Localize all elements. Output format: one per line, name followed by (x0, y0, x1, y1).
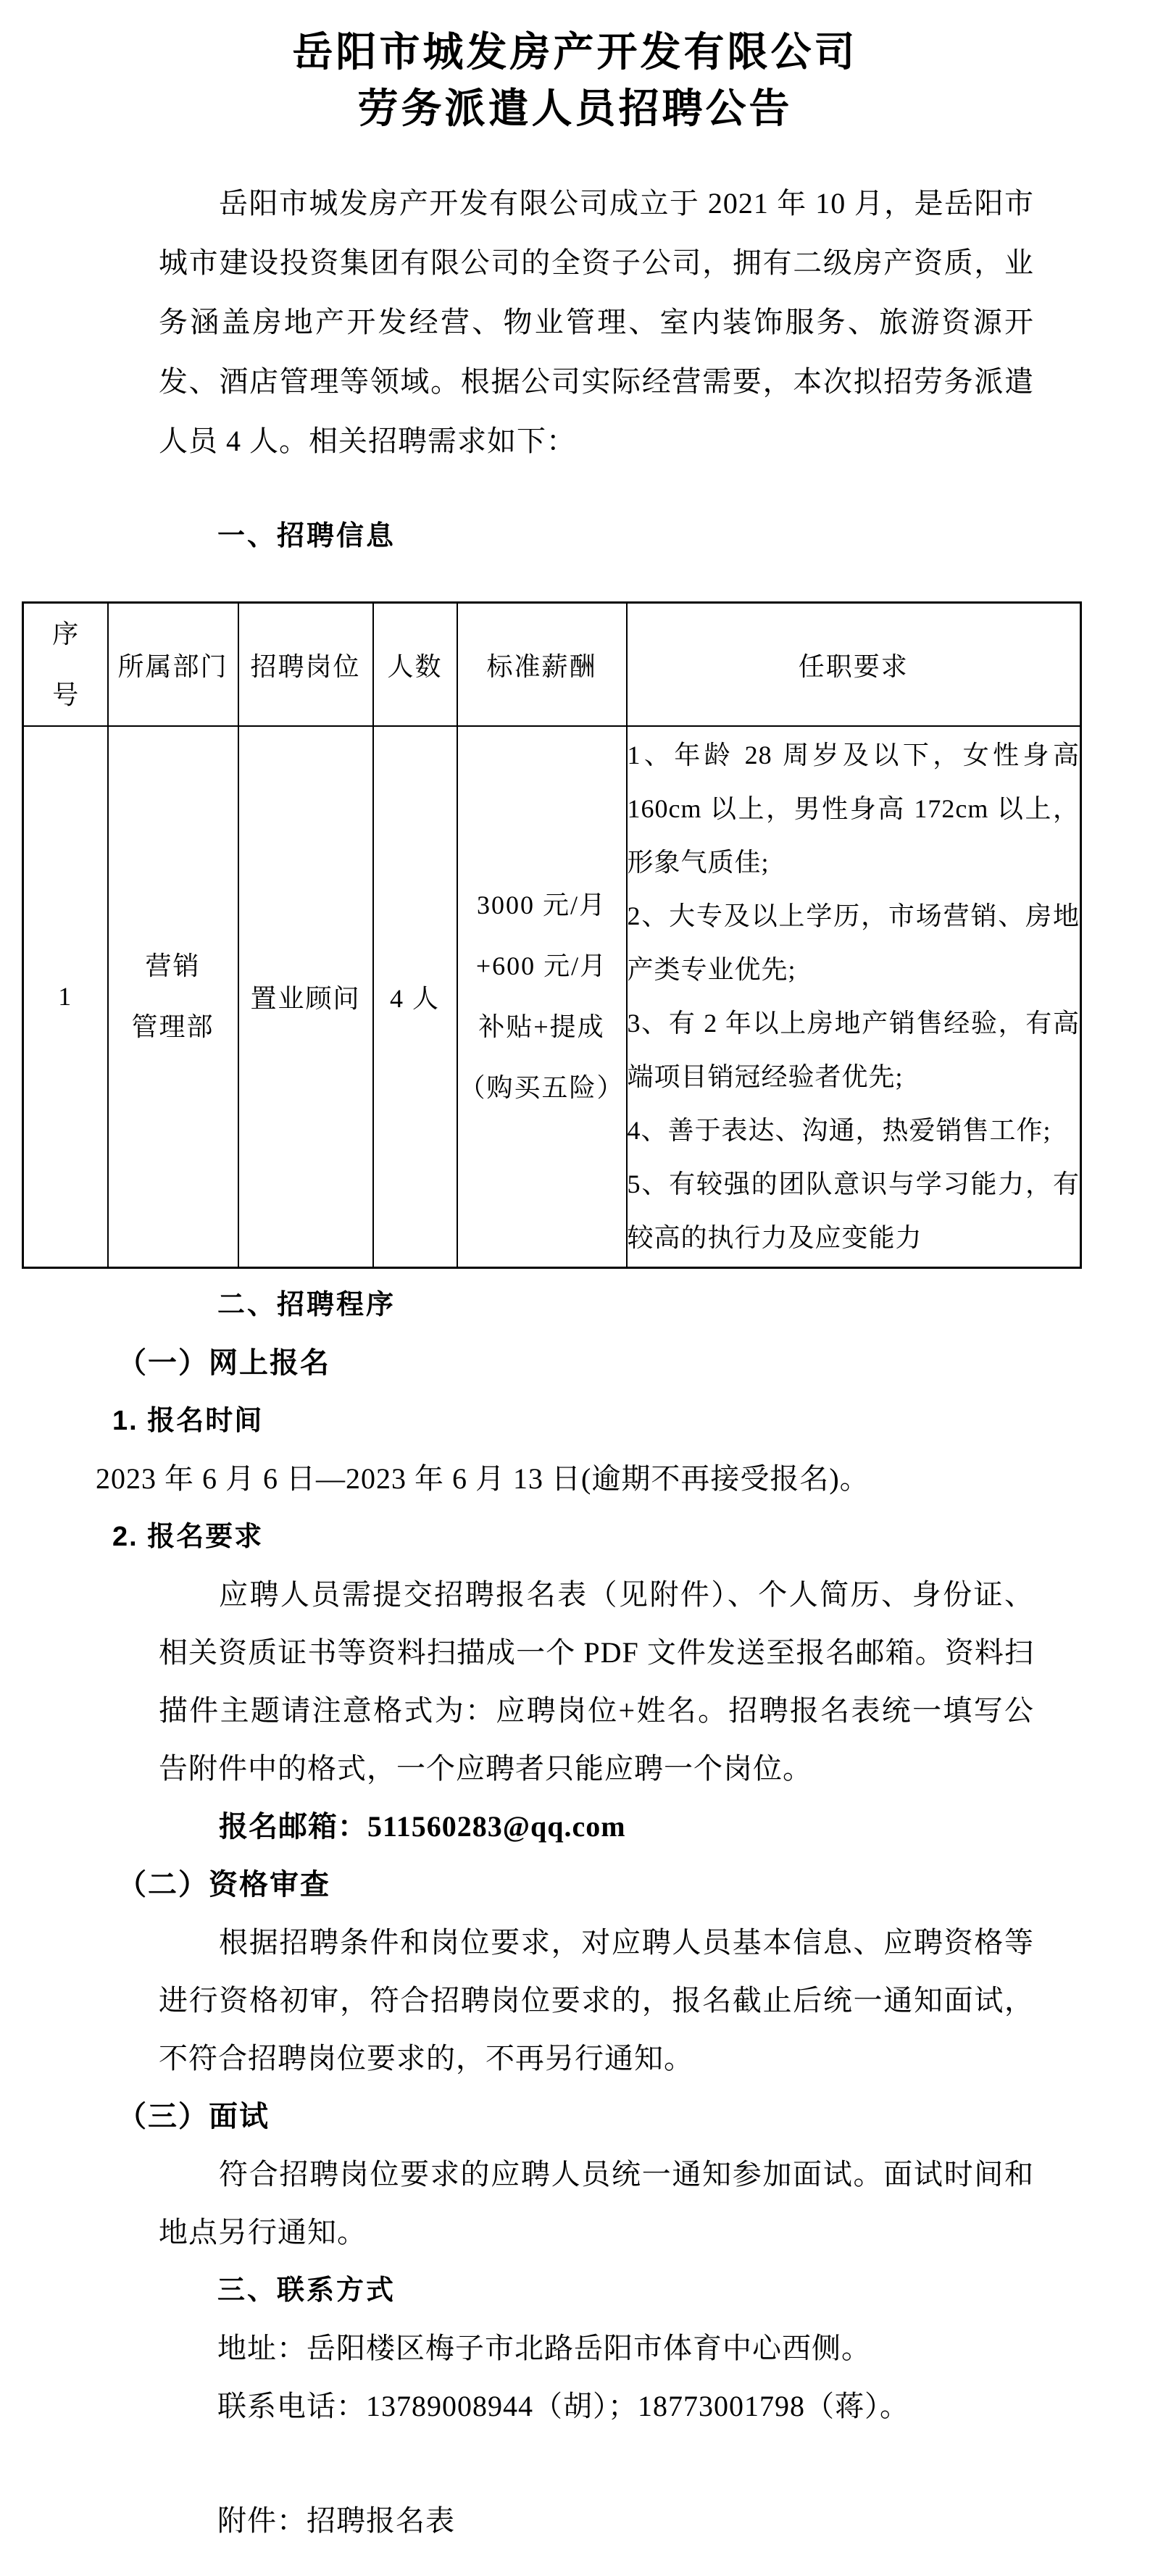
salary-line-4: （购买五险） (459, 1073, 625, 1103)
recruitment-table (22, 601, 1082, 1269)
registration-period: 2023 年 6 月 6 日—2023 年 6 月 13 日(逾期不再接受报名)。 (96, 1462, 870, 1495)
table-header-row (23, 603, 1081, 727)
qualification-review-paragraph: 根据招聘条件和岗位要求，对应聘人员基本信息、应聘资格等进行资格初审，符合招聘岗位要求的，报名截止后统一通知面试，不符合招聘岗位要求的，不再另行通知。 (159, 1925, 1034, 2075)
header-salary: 标准薪酬 (457, 603, 627, 727)
section2-sub1-item1-heading: 1. 报名时间 (112, 1405, 264, 1436)
registration-email: 报名邮箱：511560283@qq.com (219, 1809, 626, 1843)
requirement-item-4: 4、善于表达、沟通，热爱销售工作; (627, 1116, 1051, 1146)
cell-department (108, 726, 238, 1267)
cell-headcount: 4 人 (373, 726, 457, 1267)
requirement-item-2: 2、大专及以上学历，市场营销、房地产类专业优先; (627, 901, 1080, 985)
header-serial-number (23, 603, 108, 727)
salary-line-3: 补贴+提成 (478, 1012, 605, 1042)
contact-address: 地址：岳阳楼区梅子市北路岳阳市体育中心西侧。 (217, 2331, 871, 2364)
section2-sub1-item2-heading: 2. 报名要求 (112, 1521, 264, 1552)
cell-position: 置业顾问 (238, 726, 373, 1267)
header-department: 所属部门 (108, 603, 238, 727)
salary-line-1: 3000 元/月 (476, 891, 607, 920)
registration-requirements-paragraph: 应聘人员需提交招聘报名表（见附件）、个人简历、身份证、相关资质证书等资料扫描成一个 PDF 文件发送至报名邮箱。资料扫描件主题请注意格式为：应聘岗位+姓名。招聘报名表统一填写公告附件中的格式，一个应聘者只能应聘一个岗位。 (159, 1577, 1034, 1785)
section2-sub1-heading: （一）网上报名 (117, 1346, 330, 1379)
cell-requirements (627, 726, 1081, 1267)
department-line-2: 管理部 (131, 1012, 214, 1042)
section2-sub3-heading: （三）面试 (117, 2099, 270, 2133)
document-title (0, 0, 1150, 138)
header-requirements: 任职要求 (627, 603, 1081, 727)
title-line-1: 岳阳市城发房产开发有限公司 (292, 30, 858, 75)
document-sections (96, 1276, 1034, 2550)
requirement-item-1: 1、年龄 28 周岁及以下，女性身高 160cm 以上，男性身高 172cm 以上，形象气质佳; (627, 741, 1080, 878)
contact-phone: 联系电话：13789008944（胡）；18773001798（蒋）。 (217, 2389, 909, 2422)
section2-heading: 二、招聘程序 (217, 1289, 396, 1320)
header-headcount: 人数 (373, 603, 457, 727)
cell-salary (457, 726, 627, 1267)
requirement-item-3: 3、有 2 年以上房地产销售经验，有高端项目销冠经验者优先; (627, 1009, 1080, 1092)
section3-heading: 三、联系方式 (217, 2275, 396, 2306)
title-line-2: 劳务派遣人员招聘公告 (357, 87, 793, 132)
table-row (23, 726, 1081, 1267)
header-position: 招聘岗位 (238, 603, 373, 727)
intro-paragraph: 岳阳市城发房产开发有限公司成立于 2021 年 10 月，是岳阳市城市建设投资集团有限公司的全资子公司，拥有二级房产资质，业务涵盖房地产开发经营、物业管理、室内装饰服务、旅游资源开发、酒店管理等领域。根据公司实际经营需要，本次拟招劳务派遣人员 4 人。相关招聘需求如下： (159, 187, 1034, 457)
attachment-note: 附件：招聘报名表 (217, 2504, 455, 2537)
section2-sub2-heading: （二）资格审查 (117, 1867, 330, 1901)
document-body (159, 174, 1034, 565)
cell-serial-number: 1 (23, 726, 108, 1267)
section1-heading: 一、招聘信息 (217, 521, 396, 551)
requirement-item-5: 5、有较强的团队意识与学习能力，有较高的执行力及应变能力 (627, 1170, 1080, 1253)
header-serial-number-label: 序号 (52, 620, 79, 709)
department-line-1: 营销 (145, 951, 201, 981)
interview-paragraph: 符合招聘岗位要求的应聘人员统一通知参加面试。面试时间和地点另行通知。 (159, 2157, 1034, 2248)
salary-line-2: +600 元/月 (475, 951, 608, 981)
